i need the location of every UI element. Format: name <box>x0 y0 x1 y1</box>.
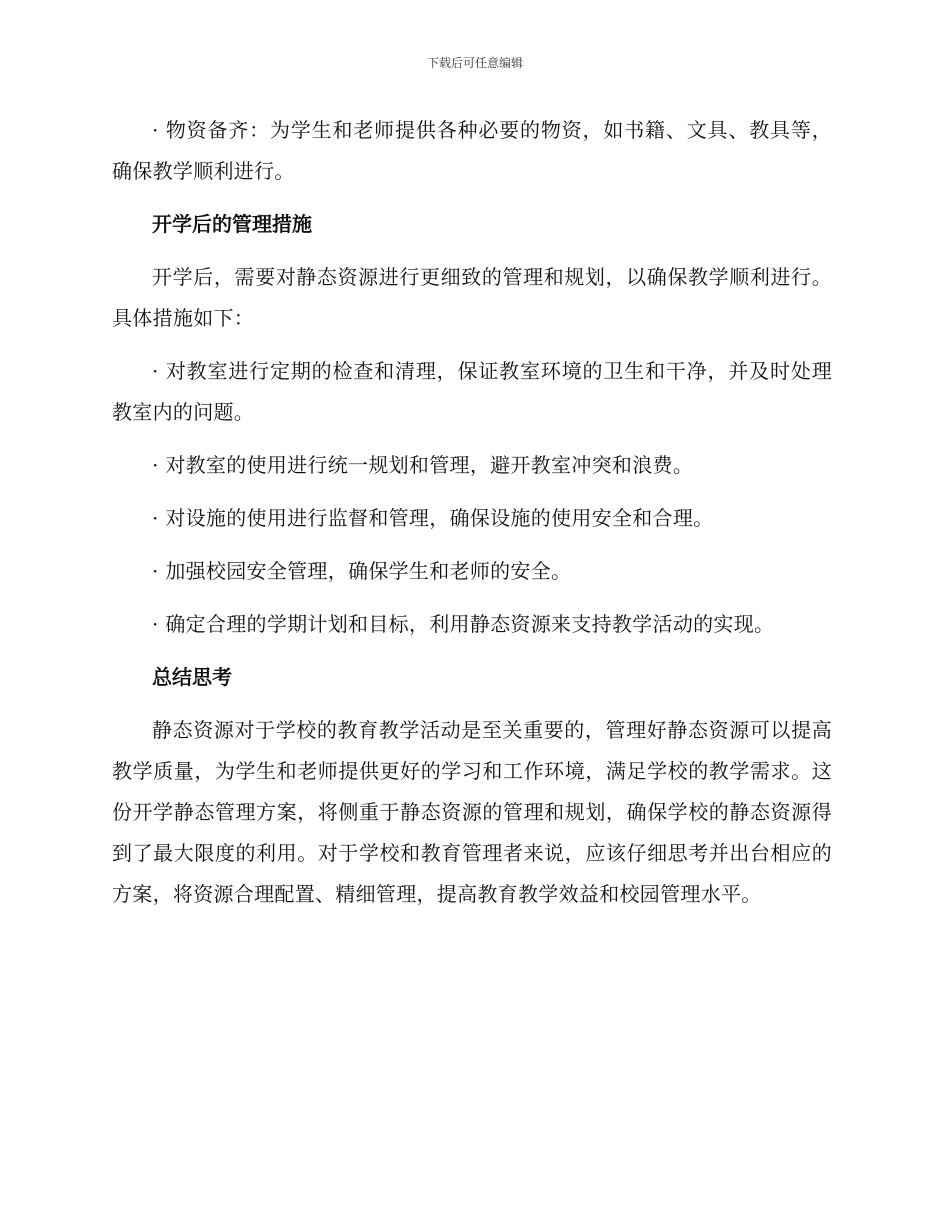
paragraph-summary: 静态资源对于学校的教育教学活动是至关重要的，管理好静态资源可以提高教学质量，为学生和老师提供更好的学习和工作环境，满足学校的教学需求。这份开学静态管理方案，将侧重于静态资源的管理和规划，确保学校的静态资源得到了最大限度的利用。对于学校和教育管理者来说，应该仔细思考并出台相应的方案，将资源合理配置、精细管理，提高教育教学效益和校园管理水平。 <box>112 718 832 906</box>
bullet-classroom-inspection: · 对教室进行定期的检查和清理，保证教室环境的卫生和干净，并及时处理教室内的问题。 <box>112 359 832 424</box>
document-body <box>112 110 832 915</box>
paragraph-supplies: · 物资备齐：为学生和老师提供各种必要的物资，如书籍、文具、教具等，确保教学顺利进行。 <box>112 118 832 183</box>
bullet-campus-safety: · 加强校园安全管理，确保学生和老师的安全。 <box>152 559 572 583</box>
page-header: 下载后可任意编辑 <box>426 56 523 70</box>
section-heading-after-opening: 开学后的管理措施 <box>152 212 312 236</box>
bullet-classroom-planning: · 对教室的使用进行统一规划和管理，避开教室冲突和浪费。 <box>152 453 694 477</box>
section-heading-summary: 总结思考 <box>152 665 232 689</box>
bullet-semester-plan: · 确定合理的学期计划和目标，利用静态资源来支持教学活动的实现。 <box>152 612 775 636</box>
paragraph-after-opening-intro: 开学后，需要对静态资源进行更细致的管理和规划，以确保教学顺利进行。具体措施如下： <box>112 265 832 330</box>
bullet-facility-supervision: · 对设施的使用进行监督和管理，确保设施的使用安全和合理。 <box>152 506 714 530</box>
